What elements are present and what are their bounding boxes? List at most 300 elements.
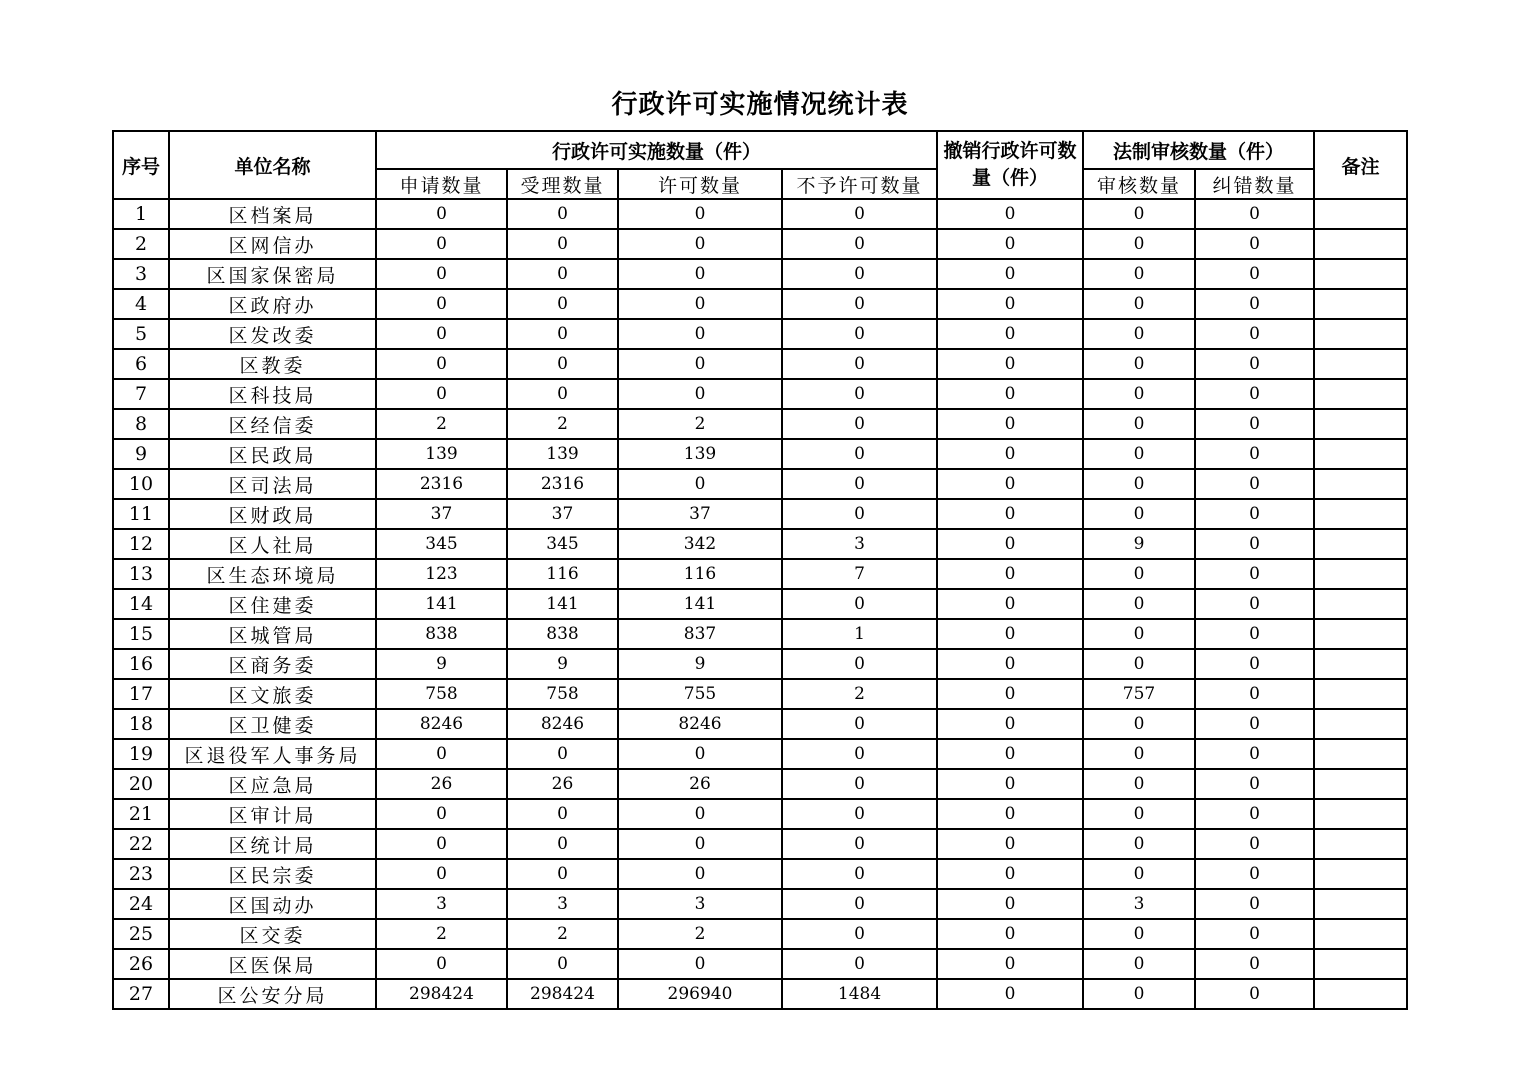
cell-seq: 14 (113, 589, 169, 619)
cell-accept-count: 9 (507, 649, 618, 679)
cell-note (1314, 409, 1407, 439)
cell-permit-count: 0 (618, 949, 782, 979)
cell-accept-count: 298424 (507, 979, 618, 1009)
cell-revoke-count: 0 (937, 889, 1083, 919)
cell-note (1314, 649, 1407, 679)
cell-seq: 15 (113, 619, 169, 649)
table-row (113, 229, 1407, 259)
cell-review-count: 0 (1083, 469, 1195, 499)
cell-accept-count: 0 (507, 289, 618, 319)
cell-permit-count: 0 (618, 379, 782, 409)
cell-note (1314, 199, 1407, 229)
cell-revoke-count: 0 (937, 319, 1083, 349)
cell-correction-count: 0 (1195, 289, 1314, 319)
table-row (113, 559, 1407, 589)
cell-deny-count: 1 (782, 619, 937, 649)
cell-apply-count: 37 (376, 499, 507, 529)
cell-correction-count: 0 (1195, 469, 1314, 499)
header-review-count: 审核数量 (1083, 169, 1195, 199)
cell-accept-count: 0 (507, 349, 618, 379)
table-row (113, 739, 1407, 769)
cell-permit-count: 0 (618, 229, 782, 259)
cell-unit-name: 区退役军人事务局 (169, 739, 376, 769)
cell-review-count: 0 (1083, 499, 1195, 529)
header-correction-count: 纠错数量 (1195, 169, 1314, 199)
cell-unit-name: 区民宗委 (169, 859, 376, 889)
cell-permit-count: 0 (618, 859, 782, 889)
cell-correction-count: 0 (1195, 919, 1314, 949)
cell-seq: 22 (113, 829, 169, 859)
cell-correction-count: 0 (1195, 769, 1314, 799)
cell-permit-count: 0 (618, 349, 782, 379)
table-row (113, 199, 1407, 229)
cell-permit-count: 2 (618, 919, 782, 949)
cell-deny-count: 0 (782, 949, 937, 979)
cell-unit-name: 区经信委 (169, 409, 376, 439)
cell-note (1314, 349, 1407, 379)
cell-revoke-count: 0 (937, 439, 1083, 469)
cell-unit-name: 区交委 (169, 919, 376, 949)
cell-deny-count: 3 (782, 529, 937, 559)
cell-unit-name: 区财政局 (169, 499, 376, 529)
cell-permit-count: 116 (618, 559, 782, 589)
cell-review-count: 0 (1083, 769, 1195, 799)
cell-review-count: 0 (1083, 859, 1195, 889)
cell-deny-count: 0 (782, 859, 937, 889)
cell-seq: 4 (113, 289, 169, 319)
cell-unit-name: 区生态环境局 (169, 559, 376, 589)
cell-unit-name: 区应急局 (169, 769, 376, 799)
cell-seq: 10 (113, 469, 169, 499)
cell-apply-count: 345 (376, 529, 507, 559)
table-row (113, 499, 1407, 529)
cell-revoke-count: 0 (937, 409, 1083, 439)
cell-revoke-count: 0 (937, 859, 1083, 889)
cell-review-count: 0 (1083, 919, 1195, 949)
cell-deny-count: 0 (782, 259, 937, 289)
cell-note (1314, 469, 1407, 499)
cell-correction-count: 0 (1195, 229, 1314, 259)
cell-review-count: 0 (1083, 349, 1195, 379)
cell-seq: 12 (113, 529, 169, 559)
cell-apply-count: 2 (376, 919, 507, 949)
cell-unit-name: 区国家保密局 (169, 259, 376, 289)
cell-review-count: 0 (1083, 199, 1195, 229)
cell-unit-name: 区商务委 (169, 649, 376, 679)
cell-deny-count: 2 (782, 679, 937, 709)
cell-revoke-count: 0 (937, 259, 1083, 289)
cell-note (1314, 559, 1407, 589)
cell-correction-count: 0 (1195, 859, 1314, 889)
cell-seq: 23 (113, 859, 169, 889)
cell-unit-name: 区城管局 (169, 619, 376, 649)
cell-deny-count: 0 (782, 739, 937, 769)
cell-accept-count: 2316 (507, 469, 618, 499)
cell-revoke-count: 0 (937, 229, 1083, 259)
cell-permit-count: 0 (618, 199, 782, 229)
cell-review-count: 0 (1083, 799, 1195, 829)
cell-deny-count: 0 (782, 709, 937, 739)
cell-review-count: 0 (1083, 319, 1195, 349)
table-row (113, 439, 1407, 469)
table-row (113, 949, 1407, 979)
cell-apply-count: 9 (376, 649, 507, 679)
cell-unit-name: 区人社局 (169, 529, 376, 559)
header-accept-count: 受理数量 (507, 169, 618, 199)
cell-revoke-count: 0 (937, 559, 1083, 589)
cell-apply-count: 0 (376, 859, 507, 889)
cell-correction-count: 0 (1195, 889, 1314, 919)
cell-revoke-count: 0 (937, 679, 1083, 709)
cell-review-count: 0 (1083, 409, 1195, 439)
cell-seq: 3 (113, 259, 169, 289)
cell-accept-count: 0 (507, 199, 618, 229)
cell-deny-count: 7 (782, 559, 937, 589)
table-row (113, 349, 1407, 379)
cell-accept-count: 3 (507, 889, 618, 919)
header-note: 备注 (1314, 131, 1407, 199)
cell-note (1314, 739, 1407, 769)
cell-review-count: 0 (1083, 289, 1195, 319)
cell-apply-count: 26 (376, 769, 507, 799)
cell-deny-count: 0 (782, 829, 937, 859)
cell-note (1314, 979, 1407, 1009)
cell-review-count: 0 (1083, 739, 1195, 769)
cell-permit-count: 296940 (618, 979, 782, 1009)
cell-permit-count: 0 (618, 289, 782, 319)
cell-review-count: 0 (1083, 619, 1195, 649)
cell-correction-count: 0 (1195, 619, 1314, 649)
cell-correction-count: 0 (1195, 199, 1314, 229)
cell-permit-count: 37 (618, 499, 782, 529)
cell-seq: 16 (113, 649, 169, 679)
page-title: 行政许可实施情况统计表 (611, 90, 909, 120)
cell-unit-name: 区档案局 (169, 199, 376, 229)
cell-deny-count: 1484 (782, 979, 937, 1009)
cell-apply-count: 0 (376, 199, 507, 229)
cell-accept-count: 0 (507, 949, 618, 979)
cell-apply-count: 0 (376, 229, 507, 259)
cell-permit-count: 8246 (618, 709, 782, 739)
table-row (113, 409, 1407, 439)
cell-unit-name: 区教委 (169, 349, 376, 379)
table-row (113, 769, 1407, 799)
cell-deny-count: 0 (782, 769, 937, 799)
cell-accept-count: 2 (507, 919, 618, 949)
cell-permit-count: 9 (618, 649, 782, 679)
cell-accept-count: 0 (507, 859, 618, 889)
cell-correction-count: 0 (1195, 589, 1314, 619)
cell-accept-count: 8246 (507, 709, 618, 739)
cell-seq: 1 (113, 199, 169, 229)
cell-deny-count: 0 (782, 589, 937, 619)
cell-accept-count: 838 (507, 619, 618, 649)
cell-note (1314, 529, 1407, 559)
cell-deny-count: 0 (782, 379, 937, 409)
cell-seq: 19 (113, 739, 169, 769)
header-unit-name: 单位名称 (169, 131, 376, 199)
cell-permit-count: 3 (618, 889, 782, 919)
cell-seq: 7 (113, 379, 169, 409)
cell-unit-name: 区住建委 (169, 589, 376, 619)
cell-seq: 18 (113, 709, 169, 739)
cell-seq: 2 (113, 229, 169, 259)
statistics-table (112, 130, 1408, 1010)
cell-note (1314, 259, 1407, 289)
cell-review-count: 3 (1083, 889, 1195, 919)
cell-correction-count: 0 (1195, 409, 1314, 439)
cell-seq: 5 (113, 319, 169, 349)
cell-review-count: 0 (1083, 589, 1195, 619)
cell-correction-count: 0 (1195, 829, 1314, 859)
table-row (113, 589, 1407, 619)
cell-apply-count: 141 (376, 589, 507, 619)
cell-revoke-count: 0 (937, 949, 1083, 979)
cell-seq: 6 (113, 349, 169, 379)
cell-deny-count: 0 (782, 289, 937, 319)
cell-seq: 11 (113, 499, 169, 529)
cell-permit-count: 0 (618, 739, 782, 769)
cell-apply-count: 758 (376, 679, 507, 709)
cell-note (1314, 289, 1407, 319)
cell-accept-count: 2 (507, 409, 618, 439)
cell-review-count: 0 (1083, 259, 1195, 289)
cell-permit-count: 0 (618, 469, 782, 499)
cell-apply-count: 0 (376, 799, 507, 829)
header-revoke-count: 撤销行政许可数量（件） (937, 131, 1083, 199)
cell-unit-name: 区民政局 (169, 439, 376, 469)
cell-accept-count: 26 (507, 769, 618, 799)
cell-permit-count: 26 (618, 769, 782, 799)
cell-note (1314, 679, 1407, 709)
cell-note (1314, 769, 1407, 799)
cell-note (1314, 889, 1407, 919)
header-permit-count: 许可数量 (618, 169, 782, 199)
table-row (113, 619, 1407, 649)
cell-review-count: 0 (1083, 379, 1195, 409)
cell-seq: 17 (113, 679, 169, 709)
cell-note (1314, 949, 1407, 979)
cell-accept-count: 758 (507, 679, 618, 709)
cell-seq: 20 (113, 769, 169, 799)
cell-revoke-count: 0 (937, 739, 1083, 769)
cell-accept-count: 0 (507, 319, 618, 349)
cell-seq: 25 (113, 919, 169, 949)
header-apply-count: 申请数量 (376, 169, 507, 199)
cell-permit-count: 139 (618, 439, 782, 469)
cell-accept-count: 0 (507, 829, 618, 859)
table-row (113, 709, 1407, 739)
cell-seq: 24 (113, 889, 169, 919)
cell-deny-count: 0 (782, 799, 937, 829)
cell-correction-count: 0 (1195, 979, 1314, 1009)
cell-seq: 13 (113, 559, 169, 589)
table-row (113, 799, 1407, 829)
cell-seq: 8 (113, 409, 169, 439)
cell-deny-count: 0 (782, 349, 937, 379)
cell-deny-count: 0 (782, 439, 937, 469)
cell-unit-name: 区公安分局 (169, 979, 376, 1009)
cell-deny-count: 0 (782, 229, 937, 259)
cell-review-count: 0 (1083, 979, 1195, 1009)
cell-accept-count: 37 (507, 499, 618, 529)
cell-correction-count: 0 (1195, 529, 1314, 559)
cell-revoke-count: 0 (937, 529, 1083, 559)
cell-review-count: 0 (1083, 439, 1195, 469)
cell-note (1314, 709, 1407, 739)
cell-permit-count: 2 (618, 409, 782, 439)
cell-seq: 27 (113, 979, 169, 1009)
table-row (113, 859, 1407, 889)
cell-permit-count: 141 (618, 589, 782, 619)
cell-note (1314, 859, 1407, 889)
cell-correction-count: 0 (1195, 439, 1314, 469)
cell-apply-count: 8246 (376, 709, 507, 739)
header-seq: 序号 (113, 131, 169, 199)
cell-unit-name: 区国动办 (169, 889, 376, 919)
cell-deny-count: 0 (782, 499, 937, 529)
cell-review-count: 0 (1083, 559, 1195, 589)
cell-apply-count: 298424 (376, 979, 507, 1009)
header-group-implementation: 行政许可实施数量（件） (376, 131, 937, 169)
table-row (113, 679, 1407, 709)
cell-deny-count: 0 (782, 319, 937, 349)
cell-correction-count: 0 (1195, 679, 1314, 709)
cell-revoke-count: 0 (937, 919, 1083, 949)
cell-revoke-count: 0 (937, 649, 1083, 679)
table-row (113, 829, 1407, 859)
cell-revoke-count: 0 (937, 619, 1083, 649)
header-deny-count: 不予许可数量 (782, 169, 937, 199)
cell-revoke-count: 0 (937, 979, 1083, 1009)
cell-unit-name: 区发改委 (169, 319, 376, 349)
cell-correction-count: 0 (1195, 649, 1314, 679)
cell-seq: 9 (113, 439, 169, 469)
cell-deny-count: 0 (782, 649, 937, 679)
cell-correction-count: 0 (1195, 259, 1314, 289)
cell-permit-count: 0 (618, 829, 782, 859)
cell-correction-count: 0 (1195, 799, 1314, 829)
cell-note (1314, 919, 1407, 949)
cell-review-count: 0 (1083, 829, 1195, 859)
cell-note (1314, 379, 1407, 409)
cell-correction-count: 0 (1195, 319, 1314, 349)
cell-seq: 21 (113, 799, 169, 829)
cell-correction-count: 0 (1195, 739, 1314, 769)
cell-accept-count: 0 (507, 379, 618, 409)
cell-revoke-count: 0 (937, 289, 1083, 319)
cell-apply-count: 139 (376, 439, 507, 469)
cell-deny-count: 0 (782, 199, 937, 229)
table-row (113, 649, 1407, 679)
cell-review-count: 9 (1083, 529, 1195, 559)
cell-accept-count: 139 (507, 439, 618, 469)
cell-unit-name: 区统计局 (169, 829, 376, 859)
cell-accept-count: 0 (507, 229, 618, 259)
cell-deny-count: 0 (782, 919, 937, 949)
cell-apply-count: 0 (376, 319, 507, 349)
cell-apply-count: 2 (376, 409, 507, 439)
table-row (113, 259, 1407, 289)
cell-deny-count: 0 (782, 889, 937, 919)
cell-review-count: 757 (1083, 679, 1195, 709)
cell-note (1314, 829, 1407, 859)
cell-revoke-count: 0 (937, 199, 1083, 229)
cell-revoke-count: 0 (937, 829, 1083, 859)
cell-deny-count: 0 (782, 469, 937, 499)
cell-correction-count: 0 (1195, 949, 1314, 979)
cell-apply-count: 0 (376, 739, 507, 769)
cell-revoke-count: 0 (937, 709, 1083, 739)
cell-seq: 26 (113, 949, 169, 979)
cell-note (1314, 799, 1407, 829)
cell-revoke-count: 0 (937, 589, 1083, 619)
cell-apply-count: 0 (376, 289, 507, 319)
cell-unit-name: 区科技局 (169, 379, 376, 409)
cell-note (1314, 229, 1407, 259)
cell-apply-count: 0 (376, 259, 507, 289)
cell-apply-count: 2316 (376, 469, 507, 499)
cell-accept-count: 116 (507, 559, 618, 589)
cell-note (1314, 499, 1407, 529)
header-group-legal-review: 法制审核数量（件） (1083, 131, 1314, 169)
cell-note (1314, 589, 1407, 619)
cell-review-count: 0 (1083, 949, 1195, 979)
cell-unit-name: 区政府办 (169, 289, 376, 319)
cell-revoke-count: 0 (937, 349, 1083, 379)
cell-unit-name: 区司法局 (169, 469, 376, 499)
table-body (113, 199, 1407, 1009)
cell-note (1314, 319, 1407, 349)
cell-note (1314, 439, 1407, 469)
table-row (113, 379, 1407, 409)
cell-accept-count: 0 (507, 799, 618, 829)
cell-unit-name: 区审计局 (169, 799, 376, 829)
cell-apply-count: 838 (376, 619, 507, 649)
cell-apply-count: 0 (376, 829, 507, 859)
cell-review-count: 0 (1083, 229, 1195, 259)
cell-accept-count: 345 (507, 529, 618, 559)
cell-review-count: 0 (1083, 649, 1195, 679)
cell-revoke-count: 0 (937, 469, 1083, 499)
cell-permit-count: 755 (618, 679, 782, 709)
cell-permit-count: 342 (618, 529, 782, 559)
cell-correction-count: 0 (1195, 379, 1314, 409)
cell-apply-count: 3 (376, 889, 507, 919)
cell-unit-name: 区网信办 (169, 229, 376, 259)
cell-permit-count: 0 (618, 259, 782, 289)
table-row (113, 319, 1407, 349)
cell-apply-count: 0 (376, 349, 507, 379)
table-row (113, 469, 1407, 499)
table-row (113, 919, 1407, 949)
cell-apply-count: 0 (376, 379, 507, 409)
cell-apply-count: 123 (376, 559, 507, 589)
cell-unit-name: 区医保局 (169, 949, 376, 979)
cell-revoke-count: 0 (937, 499, 1083, 529)
cell-review-count: 0 (1083, 709, 1195, 739)
cell-correction-count: 0 (1195, 709, 1314, 739)
cell-accept-count: 0 (507, 739, 618, 769)
table-row (113, 979, 1407, 1009)
cell-note (1314, 619, 1407, 649)
cell-revoke-count: 0 (937, 799, 1083, 829)
table-row (113, 289, 1407, 319)
cell-correction-count: 0 (1195, 349, 1314, 379)
cell-accept-count: 141 (507, 589, 618, 619)
cell-revoke-count: 0 (937, 379, 1083, 409)
cell-correction-count: 0 (1195, 499, 1314, 529)
